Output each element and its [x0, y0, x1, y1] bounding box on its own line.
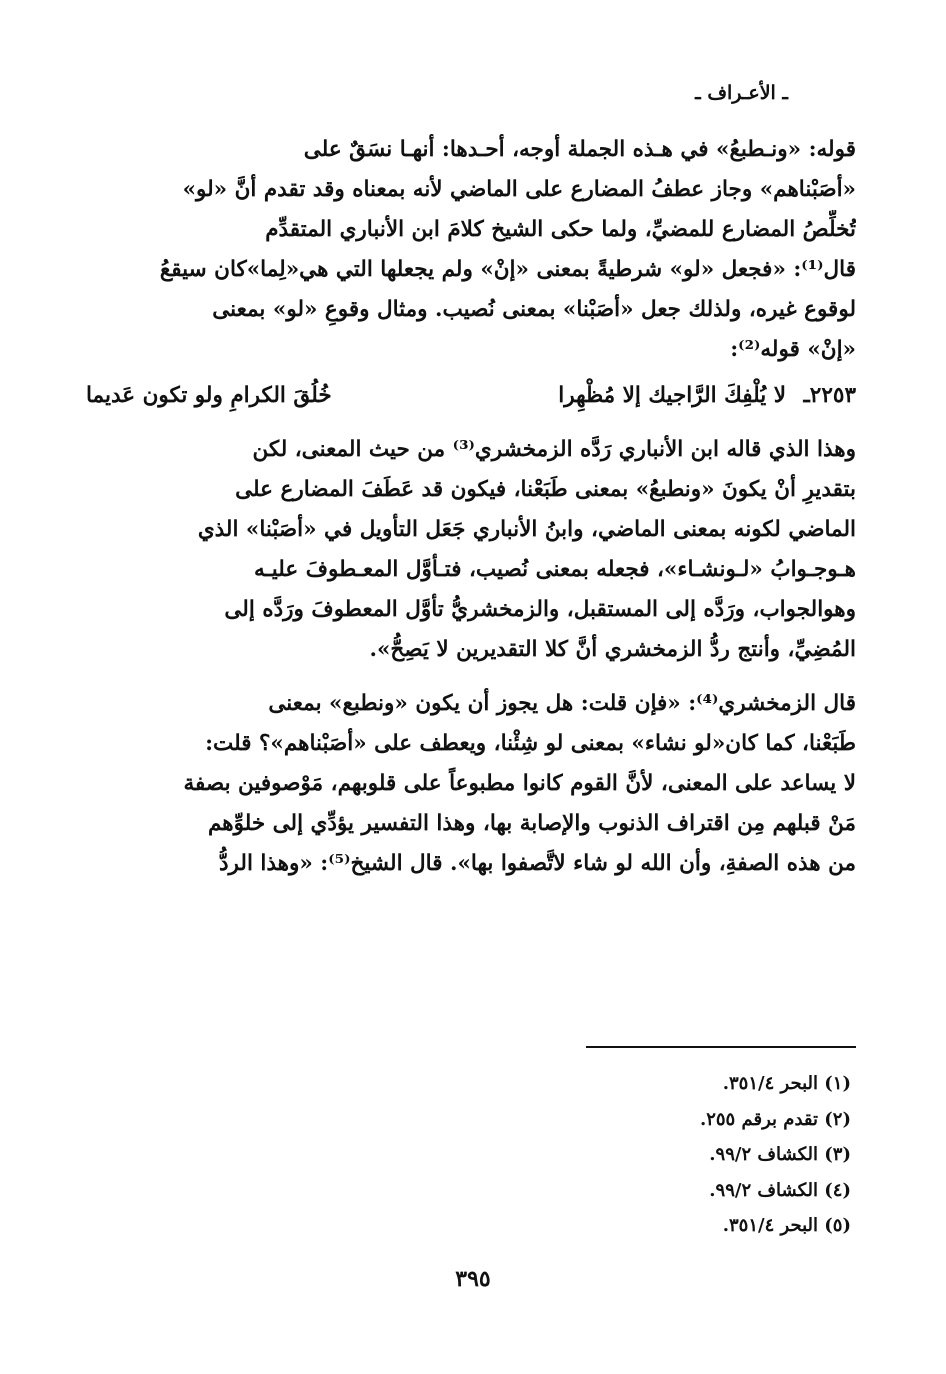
text-line: «إنْ» قوله⁽²⁾:: [730, 337, 856, 362]
text-line: طَبَعْنا، كما كان«لو نشاء» بمعنى لو شِئْنا، ويعطف على «أصَبْناهم»؟ قلت:: [205, 731, 856, 756]
text-line: الماضي لكونه بمعنى الماضي، وابنُ الأنباري جَعَل التأويل في «أصَبْنا» الذي: [197, 517, 856, 542]
verse-number: ٢٢٥٣ـ: [803, 383, 856, 408]
text-line: لوقوع غيره، ولذلك جعل «أصَبْنا» بمعنى نُصيب. ومثال وقوعِ «لو» بمعنى: [212, 297, 856, 322]
text-line: لا يساعد على المعنى، لأنَّ القوم كانوا مطبوعاً على قلوبهم، مَوْصوفين بصفة: [183, 771, 856, 796]
text-line: من هذه الصفةِ، وأن الله لو شاء لاتَّصفوا بها». قال الشيخ⁽⁵⁾: «وهذا الردُّ: [218, 851, 856, 876]
paragraph-1: [86, 130, 856, 370]
text-line: المُضِيِّ، وأنتج ردُّ الزمخشري أنَّ كلا التقديرين لا يَصِحُّ».: [369, 637, 856, 662]
text-line: قال الزمخشري⁽⁴⁾: «فإن قلت: هل يجوز أن يكون «ونطبع» بمعنى: [268, 691, 856, 716]
verse-first-hemistich: لا يُلْفِكَ الرَّاجيك إلا مُظْهِرا: [558, 383, 786, 408]
footnotes: [700, 1066, 851, 1244]
running-header: ـ الأعـراف ـ: [695, 82, 788, 104]
footnote-2: (٢) تقدم برقم ٢٥٥.: [699, 1108, 851, 1130]
verse-first-half: [558, 376, 856, 416]
text-line: قوله: «ونـطبعُ» في هـذه الجملة أوجه، أحـدها: أنهـا نسَقٌ على: [303, 137, 856, 162]
main-text: [86, 130, 856, 884]
text-line: مَنْ قبلهم مِن اقتراف الذنوب والإصابة بها، وهذا التفسير يؤدِّي إلى خلوِّهم: [207, 811, 856, 836]
text-line: قال⁽¹⁾: «فجعل «لو» شرطيةً بمعنى «إنْ» ولم يجعلها التي هي«لِما»كان سيقعُ: [159, 257, 856, 282]
text-line: هـوجـوابُ «لـونشـاء»، فجعله بمعنى نُصيب، فتـأوَّل المعـطوفَ عليـه: [253, 557, 856, 582]
footnote-1: (١) البحر ٣٥١/٤.: [722, 1073, 851, 1094]
text-line: وهوالجواب، ورَدَّه إلى المستقبل، والزمخشريُّ تأوَّل المعطوفَ ورَدَّه إلى: [224, 597, 856, 622]
poetry-verse: [86, 376, 856, 416]
text-line: بتقديرِ أنْ يكونَ «ونطبعُ» بمعنى طَبَعْنا، فيكون قد عَطَفَ المضارع على: [235, 477, 856, 502]
verse-second-hemistich: خُلُقَ الكرامِ ولو تكون عَديما: [86, 383, 332, 408]
footnote-divider: [586, 1046, 856, 1048]
footnote-5: (٥) البحر ٣٥١/٤.: [722, 1215, 851, 1236]
footnote-3: (٣) الكشاف ٩٩/٢.: [709, 1144, 851, 1165]
paragraph-2: [86, 430, 856, 670]
text-line: «أصَبْناهم» وجاز عطفُ المضارع على الماضي لأنه بمعناه وقد تقدم أنَّ «لو»: [182, 177, 856, 202]
footnote-4: (٤) الكشاف ٩٩/٢.: [709, 1179, 851, 1201]
page-number: ٣٩٥: [455, 1266, 491, 1292]
paragraph-3: [86, 684, 856, 884]
text-line: تُخلِّصُ المضارع للمضيِّ، ولما حكى الشيخ كلامَ ابن الأنباري المتقدِّم: [265, 217, 856, 242]
text-line: وهذا الذي قاله ابن الأنباري رَدَّه الزمخشري⁽³⁾ من حيث المعنى، لكن: [252, 437, 856, 462]
